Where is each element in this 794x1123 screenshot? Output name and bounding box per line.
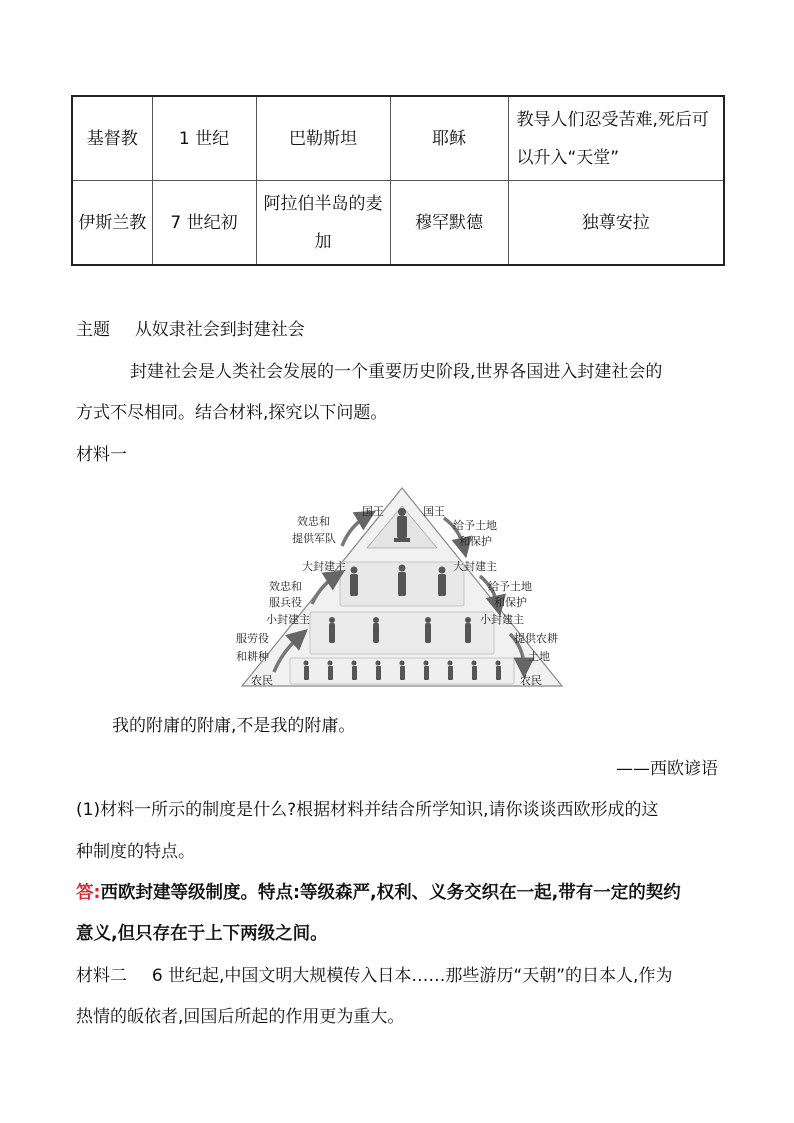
answer1-line-2: 意义,但只存在于上下两级之间。 — [76, 924, 328, 944]
label-arrow-l3a: 服劳役 — [236, 632, 269, 645]
religion-table — [71, 95, 725, 266]
table-cell: 穆罕默德 — [390, 181, 508, 266]
intro-line-1: 封建社会是人类社会发展的一个重要历史阶段,世界各国进入封建社会的 — [130, 362, 663, 382]
material2-text-1: 6 世纪起,中国文明大规模传入日本……那些游历“天朝”的日本人,作为 — [151, 966, 673, 986]
table-cell: 1 世纪 — [152, 96, 256, 181]
label-arrow-l2b: 服兵役 — [269, 596, 302, 609]
table-cell: 阿拉伯半岛的麦加 — [256, 181, 390, 266]
material1-label: 材料一 — [76, 445, 127, 465]
label-lord-left: 大封建主 — [302, 560, 346, 573]
theme-title: 从奴隶社会到封建社会 — [134, 320, 305, 340]
table-cell: 巴勒斯坦 — [256, 96, 390, 181]
label-king-left: 国王 — [362, 505, 384, 518]
label-arrow-r2a: 给予土地 — [488, 580, 532, 593]
label-arrow-l2a: 效忠和 — [269, 580, 302, 593]
label-arrow-l1a: 效忠和 — [297, 515, 330, 528]
material2-line-1 — [76, 964, 672, 988]
label-arrow-l1b: 提供军队 — [292, 532, 336, 545]
label-arrow-r3a: 提供农耕 — [514, 632, 558, 645]
answer1-line-1 — [76, 881, 681, 905]
question1-line-1: (1)材料一所示的制度是什么?根据材料并结合所学知识,请你谈谈西欧形成的这 — [76, 800, 659, 820]
feudal-hierarchy-diagram — [232, 486, 572, 691]
material2-line-2: 热情的皈依者,回国后所起的作用更为重大。 — [76, 1007, 405, 1027]
label-arrow-r2b: 和保护 — [494, 596, 527, 609]
label-peasant-right: 农民 — [520, 674, 542, 687]
label-arrow-r1b: 和保护 — [459, 535, 492, 548]
table-cell: 基督教 — [72, 96, 152, 181]
theme-label: 主题 — [76, 320, 110, 340]
label-arrow-l3b: 和耕种 — [236, 650, 269, 663]
answer1-text-1: 西欧封建等级制度。特点:等级森严,权利、义务交织在一起,带有一定的契约 — [100, 883, 681, 903]
table-cell: 伊斯兰教 — [72, 181, 152, 266]
table-cell: 教导人们忍受苦难,死后可以升入“天堂” — [508, 96, 724, 181]
material1-quote: 我的附庸的附庸,不是我的附庸。 — [112, 716, 356, 736]
label-lord-right: 大封建主 — [453, 560, 497, 573]
theme-heading — [76, 318, 305, 342]
label-arrow-r1a: 给予土地 — [453, 519, 497, 532]
table-row — [72, 181, 724, 266]
table-cell: 独尊安拉 — [508, 181, 724, 266]
answer-label: 答: — [76, 883, 101, 903]
label-king-right: 国王 — [423, 505, 445, 518]
table-cell: 7 世纪初 — [152, 181, 256, 266]
question1-line-2: 种制度的特点。 — [76, 842, 195, 862]
label-vassal-left: 小封建主 — [266, 613, 310, 626]
label-vassal-right: 小封建主 — [480, 613, 524, 626]
label-peasant-left: 农民 — [251, 674, 273, 687]
material2-label: 材料二 — [76, 966, 127, 986]
label-arrow-r3b: 土地 — [528, 650, 550, 663]
intro-line-2: 方式不尽相同。结合材料,探究以下问题。 — [76, 403, 388, 423]
quote-source: ——西欧谚语 — [616, 759, 718, 779]
table-cell: 耶稣 — [390, 96, 508, 181]
table-row — [72, 96, 724, 181]
